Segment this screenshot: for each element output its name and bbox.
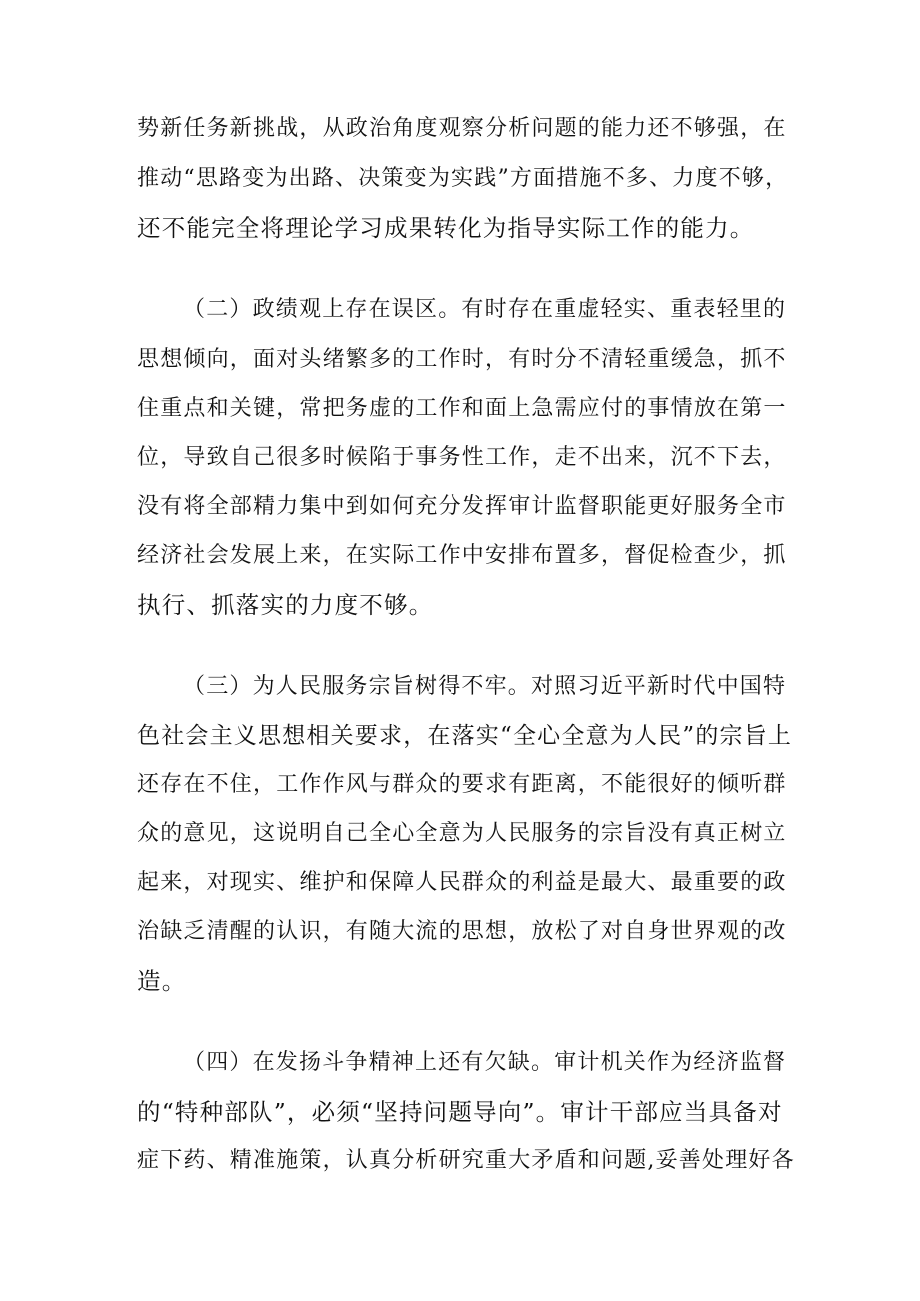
text-line: 思想倾向，面对头绪繁多的工作时，有时分不清轻重缓急，抓不: [137, 347, 787, 372]
text-line: 执行、抓落实的力度不够。: [137, 591, 434, 619]
text-line: 没有将全部精力集中到如何充分发挥审计监督职能更好服务全市: [137, 494, 787, 519]
text-line: 还不能完全将理论学习成果转化为指导实际工作的能力。: [137, 214, 755, 242]
text-line: 经济社会发展上来，在实际工作中安排布置多，督促检查少，抓: [137, 543, 787, 568]
text-line: 的“特种部队”，必须“坚持问题导向”。审计干部应当具备对: [137, 1098, 783, 1126]
text-line: 起来，对现实、维护和保障人民群众的利益是最大、最重要的政: [137, 870, 787, 895]
text-line: （二）政绩观上存在误区。有时存在重虚轻实、重表轻里的: [183, 297, 787, 322]
text-line: （三）为人民服务宗旨树得不牢。对照习近平新时代中国特: [183, 674, 787, 699]
text-line: 位，导致自己很多时候陷于事务性工作，走不出来，沉不下去，: [137, 445, 787, 470]
text-line: 症下药、精准施策，认真分析研究重大矛盾和问题,妥善处理好各: [137, 1148, 795, 1173]
text-line: 众的意见，这说明自己全心全意为人民服务的宗旨没有真正树立: [137, 821, 787, 846]
text-line: 住重点和关键，常把务虚的工作和面上急需应付的事情放在第一: [137, 396, 787, 421]
text-line: 造。: [137, 967, 187, 995]
text-line: 推动“思路变为出路、决策变为实践”方面措施不多、力度不够，: [137, 166, 789, 191]
text-line: （四）在发扬斗争精神上还有欠缺。审计机关作为经济监督: [183, 1050, 787, 1075]
text-line: 色社会主义思想相关要求，在落实“全心全意为人民”的宗旨上: [137, 723, 793, 749]
text-line: 治缺乏清醒的认识，有随大流的思想，放松了对自身世界观的改: [137, 919, 787, 944]
text-line: 还存在不住，工作作风与群众的要求有距离，不能很好的倾听群: [137, 772, 787, 797]
text-line: 势新任务新挑战，从政治角度观察分析问题的能力还不够强，在: [137, 116, 787, 141]
